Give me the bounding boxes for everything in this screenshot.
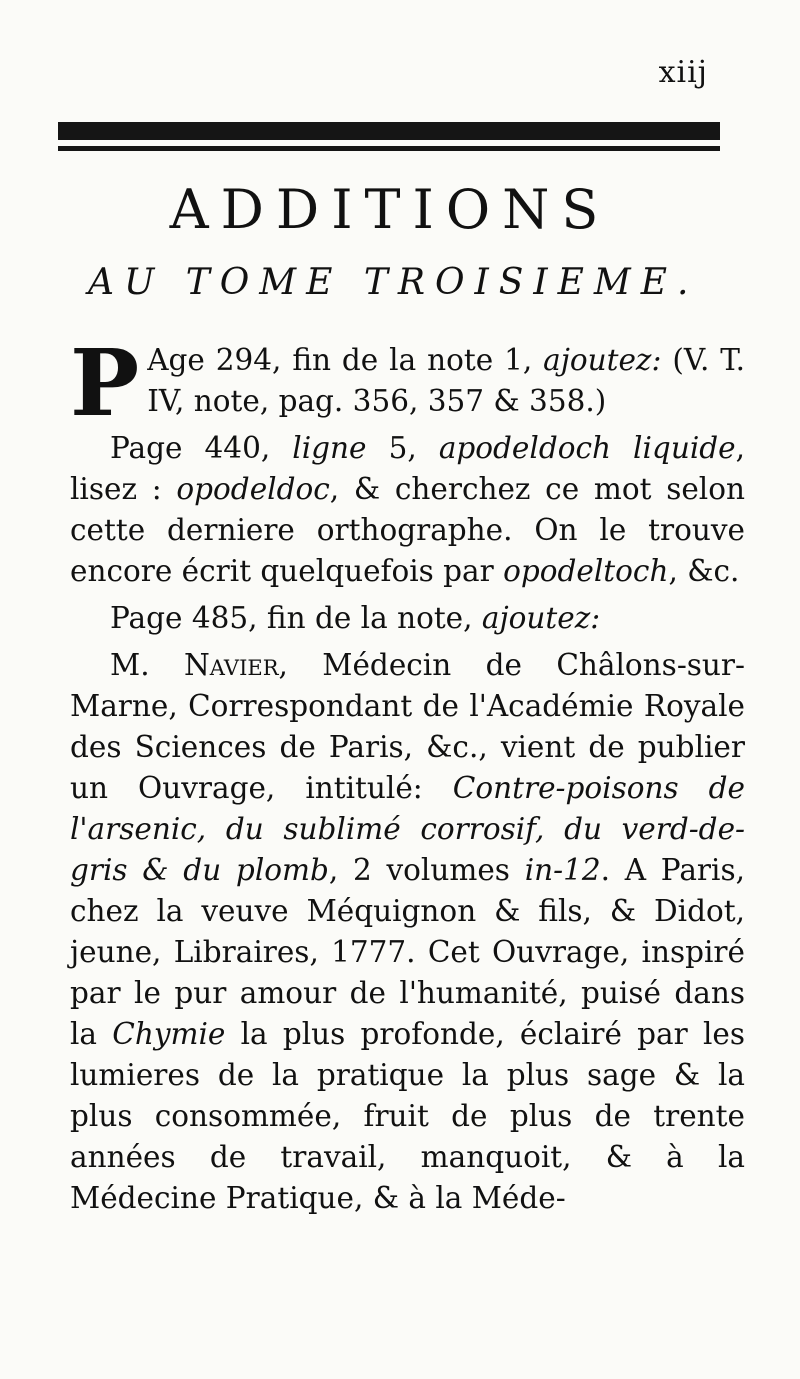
p2-opodeltoch: opodeltoch [503, 554, 669, 588]
p2-mid2: , lisez : [70, 431, 745, 506]
p2-opodeldoc: opodeldoc [176, 472, 330, 506]
section-title: ADDITIONS [169, 178, 611, 241]
p4-m: M. [110, 648, 184, 682]
paragraph-1 [70, 329, 745, 437]
p2-apodeldoch: apodeldoch liquide [438, 431, 736, 465]
p2-ligne: ligne [292, 431, 367, 465]
p4-chymie: Chymie [112, 1017, 226, 1051]
p4-text3: . A Paris, chez la veuve Méquignon & fils, & Didot, jeune, Libraires, 1777. Cet Ouvrage, inspiré par le pur amour de l'humanité, puisé dans la [70, 853, 745, 1051]
section-subtitle: AU TOME TROISIEME. [88, 262, 699, 303]
p2-mid3: , & cherchez ce mot selon cette derniere orthographe. On le trouve encore écrit quelquefois par [70, 472, 746, 588]
p4-navier: Navier [183, 648, 279, 682]
p3-start: Page 485, fin de la note, [110, 601, 482, 635]
header-rule-thick [58, 122, 720, 140]
p3-ajoutez: ajoutez: [481, 601, 601, 635]
p2-end: , &c. [668, 554, 740, 588]
paragraph-4 [70, 645, 745, 1219]
p2-mid1: 5, [366, 431, 439, 465]
drop-cap: P [70, 329, 140, 437]
p1-text-start: Age 294, fin de la note 1, [147, 343, 544, 377]
p4-text2: , 2 volumes [328, 853, 525, 887]
paragraph-2 [70, 428, 745, 592]
p4-in12: in-12 [524, 853, 601, 887]
paragraph-3 [70, 598, 745, 639]
header-rule [58, 122, 720, 158]
p4-book-title: Contre-poisons de l'arsenic, du sublimé corrosif, du verd-de-gris & du plomb [70, 771, 745, 887]
body-text [70, 329, 746, 1225]
p1-ajoutez: ajoutez: [543, 343, 662, 377]
p4-text4: la plus profonde, éclairé par les lumieres de la pratique la plus sage & la plus consommée, fruit de plus de trente années de travail, manquoit, & à la Médecine Pratique, & à la Méde- [70, 1017, 745, 1215]
p1-text-end: (V. T. IV, note, pag. 356, 357 & 358.) [147, 343, 745, 418]
p4-text1: , Médecin de Châlons-sur-Marne, Correspondant de l'Académie Royale des Sciences de Paris, &c., vient de publier un Ouvrage, intitulé: [70, 648, 745, 805]
page-number: xiij [658, 55, 708, 90]
header-rule-thin [58, 146, 720, 151]
p2-start: Page 440, [110, 431, 293, 465]
